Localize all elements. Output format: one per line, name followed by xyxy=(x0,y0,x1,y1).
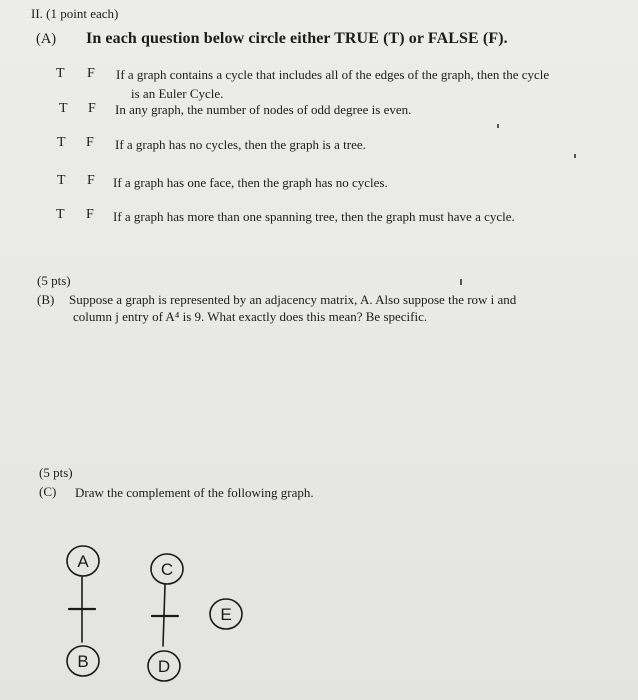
part-b-text-line1: Suppose a graph is represented by an adjacency matrix, A. Also suppose the row i and xyxy=(69,292,517,307)
part-b-text-line2: column j entry of A⁴ is 9. What exactly does this mean? Be specific. xyxy=(73,309,428,324)
node-e-label: E xyxy=(220,605,232,624)
q4-true-option[interactable]: T xyxy=(57,173,66,188)
q1-text-line2: is an Euler Cycle. xyxy=(131,86,224,101)
section-header: II. (1 point each) xyxy=(31,6,119,21)
q4-text: If a graph has one face, then the graph has no cycles. xyxy=(113,175,388,190)
node-d-label: D xyxy=(157,657,171,676)
q2-true-option[interactable]: T xyxy=(59,101,68,116)
q3-false-option[interactable]: F xyxy=(86,135,94,150)
q1-false-option[interactable]: F xyxy=(87,66,95,81)
node-a-label: A xyxy=(77,552,89,571)
q1-text-line1: If a graph contains a cycle that includes all of the edges of the graph, then the cycle xyxy=(116,67,550,82)
part-a-instruction: In each question below circle either TRUE (T) or FALSE (F). xyxy=(86,30,508,47)
q5-true-option[interactable]: T xyxy=(56,207,65,222)
part-a-label: (A) xyxy=(36,31,57,47)
part-b-label: (B) xyxy=(37,292,55,307)
part-c-instruction: Draw the complement of the following graph. xyxy=(75,485,314,500)
q1-true-option[interactable]: T xyxy=(56,66,65,81)
part-c-label: (C) xyxy=(39,484,57,499)
part-b-points: (5 pts) xyxy=(37,273,71,288)
q2-text: In any graph, the number of nodes of odd degree is even. xyxy=(115,102,412,117)
node-c-label: C xyxy=(160,560,174,579)
node-b-label: B xyxy=(77,652,89,671)
q3-true-option[interactable]: T xyxy=(57,135,66,150)
q4-false-option[interactable]: F xyxy=(87,173,95,188)
part-c-points: (5 pts) xyxy=(39,465,73,480)
q3-text: If a graph has no cycles, then the graph is a tree. xyxy=(115,137,366,152)
q2-false-option[interactable]: F xyxy=(88,101,96,116)
q5-text: If a graph has more than one spanning tree, then the graph must have a cycle. xyxy=(113,209,515,224)
q5-false-option[interactable]: F xyxy=(86,207,94,222)
